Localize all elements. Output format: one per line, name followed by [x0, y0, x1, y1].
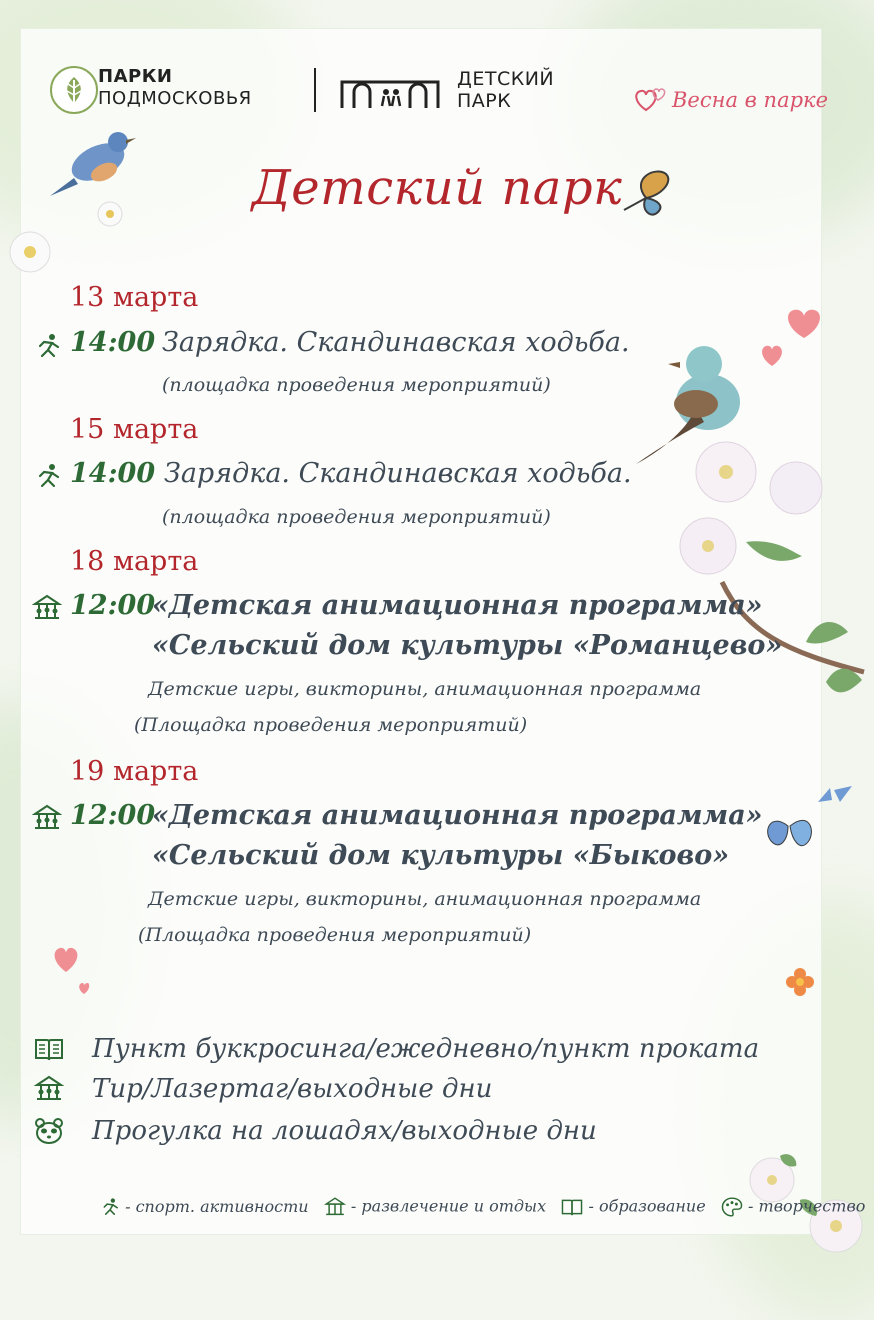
legend-label: - развлечение и отдых: [350, 1196, 547, 1216]
event-time: 12:00: [70, 800, 156, 831]
carousel-icon: [34, 1074, 64, 1104]
small-flower-icon: [784, 966, 816, 998]
event-organizer: «Сельский дом культуры «Романцево»: [152, 630, 783, 661]
event-place: (площадка проведения мероприятий): [162, 506, 551, 528]
event-time: 12:00: [70, 590, 156, 621]
brand-line1: ПАРКИ: [98, 66, 173, 87]
spring-in-park-logo: Весна в парке: [672, 88, 829, 112]
bird-flowers-illustration: [40, 118, 140, 238]
date-label: 15 марта: [70, 414, 199, 445]
book-icon: [34, 1034, 64, 1064]
event-place: (площадка проведения мероприятий): [162, 374, 551, 396]
service-item: Пункт буккросинга/ежедневно/пункт проката: [92, 1034, 760, 1064]
hearts-decoration-left: [44, 938, 104, 998]
legend-label: - спорт. активности: [125, 1196, 309, 1216]
date-label: 18 марта: [70, 546, 199, 577]
date-label: 13 марта: [70, 282, 199, 313]
bird-blossom-illustration: [626, 342, 866, 732]
butterflies-illustration: [760, 780, 856, 864]
brand-line2: ПОДМОСКОВЬЯ: [98, 88, 252, 109]
kids-line2: ПАРК: [457, 90, 512, 112]
icon-legend: [100, 1196, 865, 1218]
legend-item: [324, 1196, 546, 1218]
parks-logo-icon: [50, 66, 98, 114]
carousel-icon: [324, 1196, 346, 1218]
kids-line1: ДЕТСКИЙ: [457, 68, 555, 90]
carousel-icon: [32, 593, 62, 623]
date-label: 19 марта: [70, 756, 199, 787]
legend-item: [721, 1196, 865, 1218]
event-place: (Площадка проведения мероприятий): [134, 714, 528, 736]
event-title: «Детская анимационная программа»: [152, 800, 763, 831]
service-item: Прогулка на лошадях/выходные дни: [92, 1116, 597, 1146]
butterfly-illustration: [614, 166, 678, 226]
event-time: 14:00: [70, 458, 156, 489]
book-icon: [561, 1196, 583, 1218]
event-title: Зарядка. Скандинавская ходьба.: [162, 327, 630, 358]
header-divider: [314, 68, 316, 112]
legend-item: [561, 1196, 705, 1218]
parks-brand: [98, 68, 252, 108]
kids-park-logo-icon: [340, 74, 440, 110]
event-title: «Детская анимационная программа»: [152, 590, 763, 621]
event-time: 14:00: [70, 327, 156, 358]
legend-label: - образование: [588, 1196, 706, 1216]
event-place: (Площадка проведения мероприятий): [138, 924, 532, 946]
kids-park-brand: [457, 68, 554, 112]
flower-illustration: [0, 222, 60, 282]
event-title: Зарядка. Скандинавская ходьба.: [164, 458, 632, 489]
legend-item: [100, 1197, 309, 1218]
page-title: Детский парк: [251, 160, 623, 216]
panda-icon: [34, 1116, 64, 1146]
palette-icon: [721, 1196, 743, 1218]
carousel-icon: [32, 803, 62, 833]
running-icon: [34, 462, 62, 490]
event-details: Детские игры, викторины, анимационная программа: [148, 678, 702, 700]
running-icon: [100, 1197, 120, 1217]
legend-label: - творчество: [748, 1196, 866, 1216]
event-details: Детские игры, викторины, анимационная программа: [148, 888, 702, 910]
hearts-icon: [632, 84, 672, 114]
running-icon: [34, 332, 62, 360]
service-item: Тир/Лазертаг/выходные дни: [92, 1074, 493, 1104]
event-organizer: «Сельский дом культуры «Быково»: [152, 840, 730, 871]
